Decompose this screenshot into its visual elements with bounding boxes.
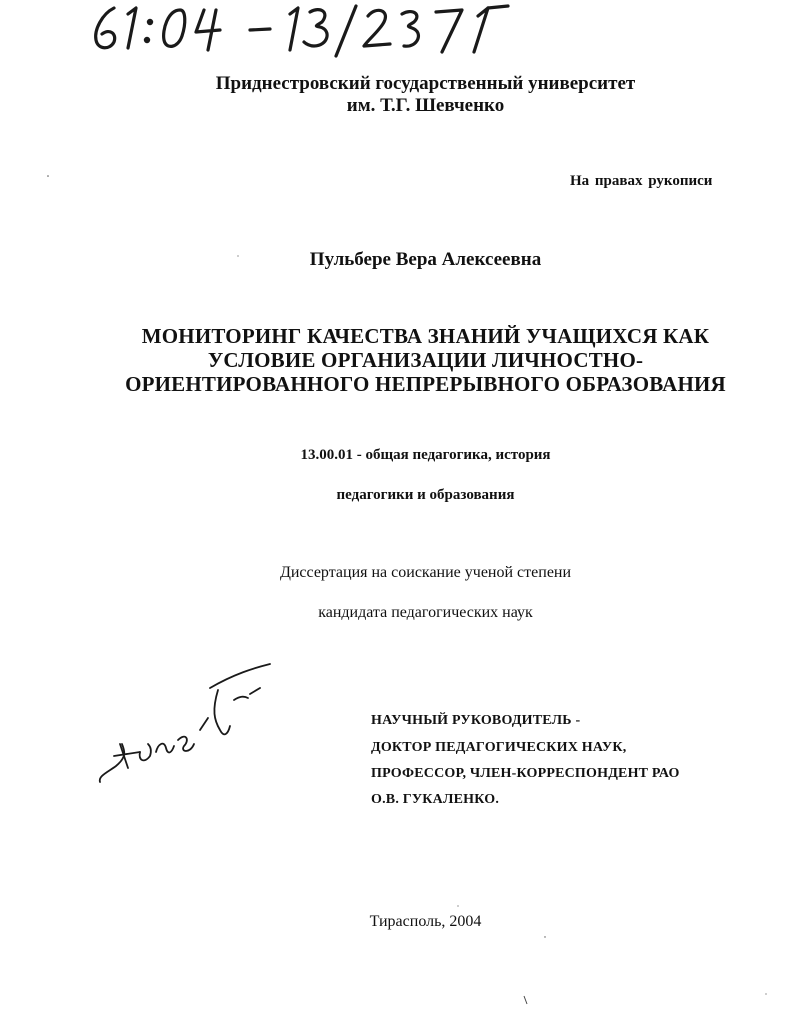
author-name: Пульбере Вера Алексеевна [309,249,542,270]
archive-code-handwritten [84,0,524,60]
supervisor-label: НАУЧНЫЙ РУКОВОДИТЕЛЬ - [371,713,581,728]
specialty-line-1: 13.00.01 - общая педагогика, история [300,447,551,463]
supervisor-title: ПРОФЕССОР, ЧЛЕН-КОРРЕСПОНДЕНТ РАО [371,766,680,781]
supervisor-degree: ДОКТОР ПЕДАГОГИЧЕСКИХ НАУК, [371,740,627,755]
dissertation-title-line-1: МОНИТОРИНГ КАЧЕСТВА ЗНАНИЙ УЧАЩИХСЯ КАК [141,324,710,348]
degree-line-1: Диссертация на соискание ученой степени [279,564,572,581]
supervisor-name: О.В. ГУКАЛЕНКО. [371,792,500,807]
city-year: Тирасполь, 2004 [369,913,482,930]
university-honorific: им. Т.Г. Шевченко [346,95,505,116]
specialty-line-2: педагогики и образования [336,487,515,503]
university-name: Приднестровский государственный университет [215,73,636,94]
dissertation-title-line-3: ОРИЕНТИРОВАННОГО НЕПРЕРЫВНОГО ОБРАЗОВАНИЯ [125,372,726,396]
dissertation-title-line-2: УСЛОВИЕ ОРГАНИЗАЦИИ ЛИЧНОСТНО- [207,348,644,372]
author-signature [94,660,274,790]
rights-note: На правах рукописи [570,173,713,189]
degree-line-2: кандидата педагогических наук [318,604,533,621]
